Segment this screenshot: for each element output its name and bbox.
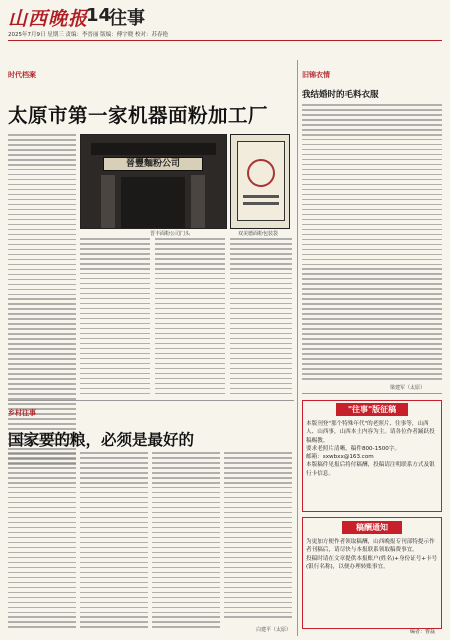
section-divider: [8, 400, 294, 401]
bottom-article-text-3: [152, 452, 220, 631]
bottom-author: 白建平（太原）: [256, 627, 292, 633]
page-number: 14: [86, 5, 112, 26]
right-article-text: [302, 104, 442, 383]
left-article-text-2: [80, 238, 150, 398]
masthead: [8, 4, 442, 30]
payment-notice-title: 稿酬通知: [342, 521, 402, 534]
bottom-article-text-4: [224, 452, 292, 621]
right-headline: 我结婚时的毛料衣服: [302, 90, 379, 100]
newspaper-logo: 山西晚报: [8, 8, 89, 30]
right-divider: [302, 393, 442, 394]
submission-call-text: 本版刊登"那个特殊年代"的老照片、往事等，山西人、山西事，山西本土内容为主。请各位作者踊跃投稿赐教。 要求老照片清晰，稿件800-1500字。 邮箱：sxwbxx@163.com 本版稿件见报后将付稿酬，投稿请注明联系方式及银行卡信息。: [306, 421, 435, 477]
photo-flour-bag: [230, 134, 290, 229]
left-article-text-4: [230, 238, 292, 398]
left-column-label: 时代档案: [8, 71, 36, 79]
bottom-column-label: 乡村往事: [8, 409, 36, 417]
column-divider: [297, 60, 298, 636]
right-author: 梁建军（太原）: [390, 385, 426, 391]
right-column-label: 旧锦衣情: [302, 71, 330, 79]
submission-call-title: "往事"版征稿: [336, 403, 408, 416]
caption-factory: 晋丰面粉公司门头: [150, 231, 191, 237]
payment-notice-text: 为更加方便作者领取稿酬，山西晚报专刊部特提示作者刊稿后，请尽快与本报联系领取稿费事宜。 投稿时请在文章提供本报账户(姓名)+身份证号+卡号(银行名称)，以便办理转账事宜。: [306, 539, 438, 570]
photo-factory-gate: [80, 134, 227, 229]
signboard: 晉豐麵粉公司: [103, 157, 203, 171]
caption-bag: 双美德面粉包装袋: [238, 231, 279, 237]
page-editor: 编者：曹磊: [410, 629, 436, 635]
left-article-text-3: [155, 238, 225, 398]
bottom-article-text-1: [8, 452, 76, 631]
dateline: 2025年7月9日 星期三 责编：李晋丽 版编：傅宇晓 校对：苏春艳: [8, 30, 442, 41]
left-headline: 太原市第一家机器面粉加工厂: [8, 104, 269, 127]
bottom-headline: 国家要的粮，必须是最好的: [8, 431, 195, 449]
bottom-article-text-2: [80, 452, 148, 631]
section-name: 往事: [109, 8, 145, 29]
